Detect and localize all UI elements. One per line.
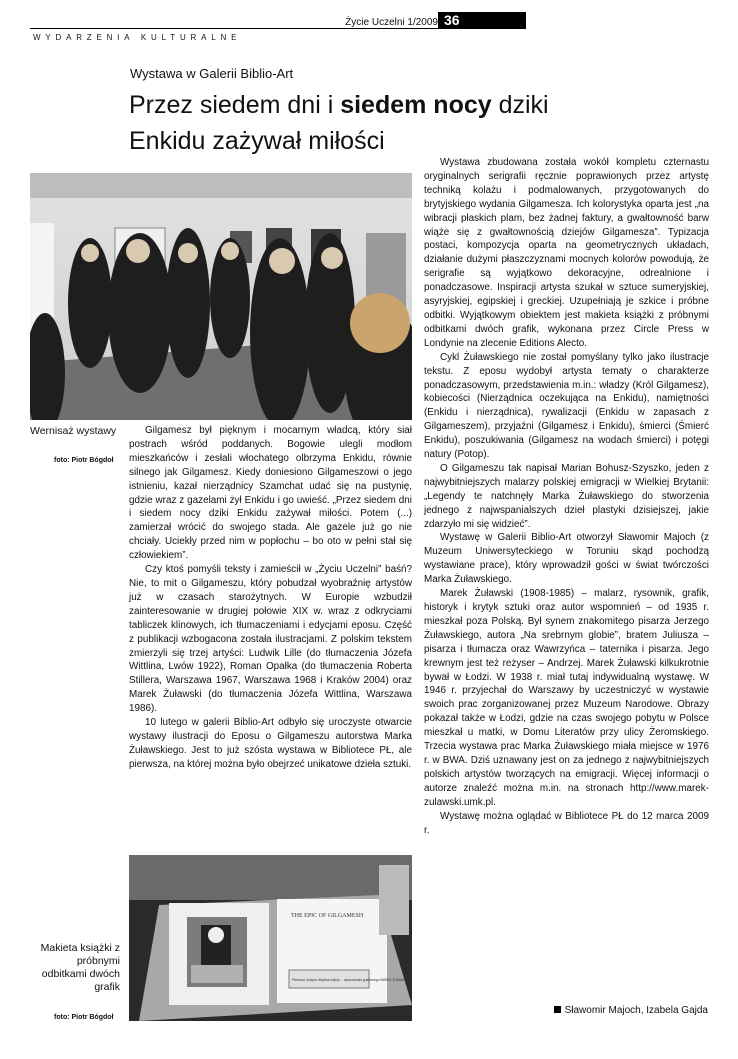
paragraph: Wystawę w Galerii Biblio-Art otworzył Sławomir Majoch (z Muzeum Uniwersyteckiego w Toruniu skąd pochodzą wystawiane prace), który wprowadził gości w świat twórczości Marka Żuławskiego. — [424, 532, 709, 586]
photo2-credit: foto: Piotr Bógdoł — [54, 1014, 114, 1021]
author-signature — [554, 1005, 708, 1016]
title-bold: siedem nocy — [340, 91, 492, 119]
page-number: 36 — [438, 12, 526, 29]
paragraph: Marek Żuławski (1908-1985) – malarz, rysownik, grafik, historyk i krytyk sztuki oraz autor wspomnień – od 1935 r. mieszkał poza Polską. Był synem znakomitego pisarza Jerzego Żuławskiego, autora „Na srebrnym globie”, bratem Juliusza – pisarza i tłumacza oraz Wawrzyńca – taternika i pisarza. Jego krewnym jest też reżyser – Andrzej. Marek Żuławski kilkukrotnie bywał w Łodzi. W 1938 r. miał tutaj indywidualną wystawę. W 1946 r. przyjechał do Warszawy by uczestniczyć w wystawie swoich prac zorganizowanej przez Muzeum Narodowe. Obrazy pokazał także w Łodzi, gdzie na czas swojego pobytu w Polsce mieszkał u matki, w Domu Literatów przy ulicy Żeromskiego. Trzecia wystawa prac Marka Żuławskiego miała miejsce w 1976 r. w BWA. Dziś uznawany jest on za jednego z najwybitniejszych polskich artystów tworzących na emigracji. Więcej informacji o autorze znaleźć można m.in. na stronach http://www.marek-zulawski.umk.pl. — [424, 588, 709, 808]
paragraph: Wystawa zbudowana została wokół kompletu czternastu oryginalnych serigrafii ręcznie poprawionych przez artystę techniką kolażu i podmalowanych, przygotowanych do brytyjskiego wydania Gilgamesza. Ich kolorystyka oparta jest „na wibracji płaskich plam, bez żadnej faktury, a gwałtowność barw wiąże się z gwałtownością dziejów Gilgamesza”. Typizacja postaci, kompozycja oparta na geometrycznych układach, działanie dużymi płaszczyznami mocnych kolorów powodują, że serigrafie są wyjątkowo dekoracyjne, odrealnione i ponadczasowe. Inspiracji artysta szukał w sztuce sumeryjskiej, asyryjskiej, egipskiej i greckiej. Uzupełniają je szkice i próbne odbitki. Wyjątkowym obiektem jest makieta książki z próbnymi odbitkami dwóch grafik, wykonana przez Circle Press w Londynie na zlecenie Editions Alecto. — [424, 157, 709, 349]
book-note-text: Pierwsza i jedyna oficjalna edycja ... opracowania graficznego MAREK ŻUŁAWSKI — [292, 978, 409, 982]
section-label: WYDARZENIA KULTURALNE — [33, 33, 242, 42]
photo1-caption: Wernisaż wystawy — [30, 425, 117, 437]
paragraph: Czy ktoś pomyśli teksty i zamieścił w „Życiu Uczelni” baśń? Nie, to mit o Gilgameszu, który pobudzał wyobraźnię artystów już w czasach starożytnych. W Europie wzbudził zainteresowanie w drugiej połowie XIX w. wraz z odkryciami tabliczek klinowych, ich tłumaczeniami i edycjami eposu. Część z publikacji wzbogacona została ilustracjami. Z polskim tekstem zmierzyli się trzej artyści: Ludwik Lille (do tłumaczenia Józefa Wittlina, Lwów 1922), Roman Opałka (do tłumaczenia Roberta Stillera, Warszawa 1967, Warszawa 1968 i Kraków 2004) oraz Marek Żuławski (do tłumaczenia Józefa Wittlina, Warszawa 1986). — [129, 564, 412, 715]
signature-text: Sławomir Majoch, Izabela Gajda — [564, 1005, 708, 1016]
photo1-credit: foto: Piotr Bógdoł — [54, 457, 114, 464]
article-kicker: Wystawa w Galerii Biblio-Art — [130, 66, 294, 81]
paragraph: Wystawę można oglądać w Bibliotece PŁ do 12 marca 2009 r. — [424, 810, 709, 836]
exhibition-opening-photo — [30, 173, 412, 420]
paragraph: Gilgamesz był pięknym i mocarnym władcą, który siał postrach wśród poddanych. Bogowie ulegli modłom mieszkańców i zesłali włochatego olbrzyma Enkidu, równie silnego jak Gilgamesz. Kiedy doniesiono Gilgameszowi o jego istnieniu, kazał nierządnicy Szamchat udać się na pustynię, gdzie wraz z gazelami żył Enkidu i go uwieść. „Przez siedem dni i siedem nocy dziki Enkidu zażywał miłości. Potem (...) zamierzał wrócić do swojego stada. Ale gazele już go nie chciały. Uciekły przed nim w popłochu – bo oto w pełni stał się człowiekiem”. — [129, 425, 412, 562]
body-column-middle — [129, 424, 412, 772]
paragraph: Cykl Żuławskiego nie został pomyślany tylko jako ilustracje tekstu. Z eposu wydobył artysta tematy o charakterze ponadczasowym, przedstawienia m.in.: władzy (Król Gilgamesz), kobiecości (Nierządnica oczekująca na Enkidu), namiętności (Enkidu i nierządnica), rywalizacji (Enkidu w zapasach z Gilgameszem), przyjaźni (Gilgamesz i Enkidu), śmierci (Śmierć Enkidu), poszukiwania (Gilgamesz na wodach śmierci) i potęgi natury (Potop). — [424, 351, 709, 461]
article-title: Przez siedem dni i siedem nocy dziki Enkidu zażywał miłości — [129, 91, 549, 155]
photo2-caption: Makieta książki z próbnymi odbitkami dwóch grafik — [40, 942, 120, 993]
body-column-right — [424, 156, 709, 837]
journal-name: Życie Uczelni 1/2009 — [345, 17, 438, 28]
book-mockup-photo — [129, 855, 412, 1021]
paragraph: O Gilgameszu tak napisał Marian Bohusz-Szyszko, jeden z najwybitniejszych malarzy polskiej emigracji w Wielkiej Brytanii: „Legendy te natchnęły Marka Żuławskiego do stworzenia jednego z najwspanialszych dzieł plastyki dzisiejszej, jakie zdarzyło mi się widzieć”. — [424, 462, 709, 530]
paragraph: 10 lutego w galerii Biblio-Art odbyło się uroczyste otwarcie wystawy ilustracji do Eposu o Gilgameszu autorstwa Marka Żuławskiego. Jest to już szósta wystawa w Bibliotece PŁ, ale pierwsza, na której można było obejrzeć unikatowe dzieła sztuki. — [129, 717, 412, 770]
square-bullet-icon — [554, 1006, 561, 1013]
book-title-text: THE EPIC OF GILGAMESH — [291, 913, 364, 919]
